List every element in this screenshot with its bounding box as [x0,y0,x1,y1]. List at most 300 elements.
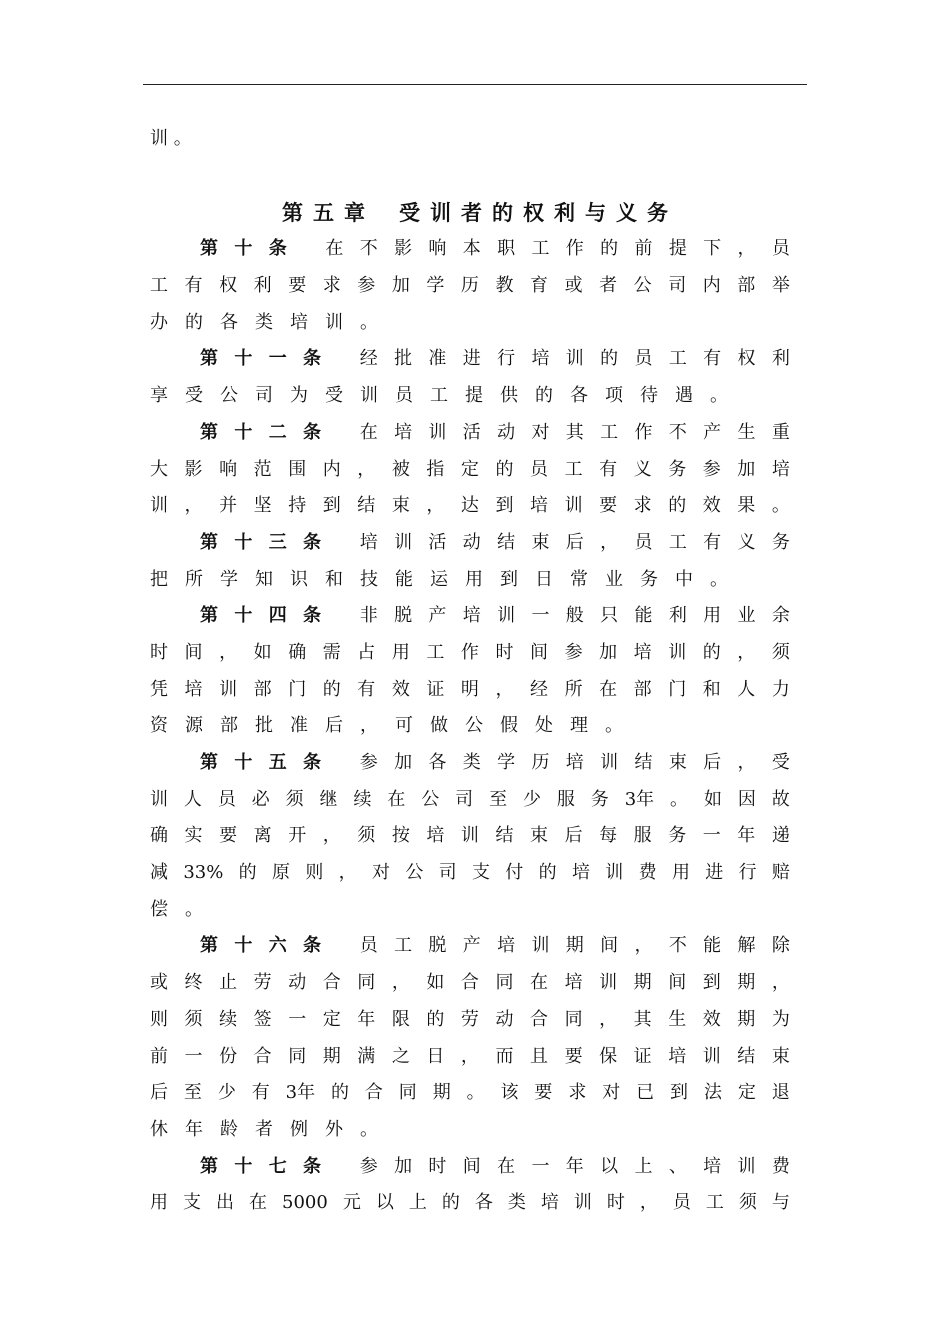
text-glyph: 培 [184,678,203,700]
text-glyph: 的 [702,641,721,663]
text-glyph: 有 [184,275,203,297]
text-glyph: 不 [668,421,687,443]
text-line [150,782,790,819]
text-glyph: 门 [288,678,307,700]
text-glyph: 该 [500,1082,519,1104]
text-glyph: 同 [564,1008,583,1030]
text-glyph: 影 [394,238,413,260]
text-glyph: 参 [702,458,721,480]
text-glyph: 人 [737,678,756,700]
text-glyph: 利 [668,605,687,627]
text-glyph: 在 [325,238,344,260]
text-glyph: 则 [305,862,324,884]
text-glyph: 生 [668,1008,687,1030]
text-glyph: 训 [360,385,378,407]
text-glyph: 续 [353,788,372,810]
text-glyph: 加 [394,1155,413,1177]
text-glyph: 门 [668,678,687,700]
text-glyph: 一 [531,1155,550,1177]
text-glyph: 元 [342,1192,361,1214]
text-glyph: 按 [391,825,410,847]
text-glyph: 和 [325,568,343,590]
text-glyph: 训 [460,825,479,847]
text-glyph: 则 [150,1008,168,1030]
text-glyph: 。 [710,568,728,590]
text-glyph: 的 [330,1082,349,1104]
text-glyph: 继 [319,788,338,810]
text-line [150,231,790,268]
text-glyph: 原 [272,862,290,884]
text-glyph: 业 [737,605,756,627]
top-fragment-text: 训 。 [150,128,192,149]
text-glyph: ， [426,495,445,517]
article-label-glyph: 条 [303,605,322,627]
text-glyph: 后 [325,715,343,737]
text-glyph: 职 [497,238,516,260]
text-glyph: ， [338,862,357,884]
text-line [150,818,790,855]
text-glyph: 准 [290,715,308,737]
text-line [150,1039,790,1076]
text-glyph: 理 [570,715,588,737]
text-glyph: 合 [460,972,479,994]
text-glyph: 内 [322,458,341,480]
text-glyph: 教 [495,275,514,297]
text-glyph: 满 [357,1045,376,1067]
article-label-glyph: 十 [234,935,253,957]
text-glyph: 束 [771,1045,790,1067]
article-label-glyph: 条 [303,348,322,370]
text-line [150,341,790,378]
text-glyph: 培 [540,1192,559,1214]
article-label-glyph: 十 [234,752,253,773]
text-glyph: 一 [184,1045,203,1067]
text-glyph: 被 [391,458,410,480]
text-glyph: 日 [426,1045,445,1067]
text-glyph: 要 [219,825,238,847]
text-glyph: 员 [634,348,653,370]
text-glyph: 劳 [253,972,272,994]
text-glyph: 求 [633,495,652,517]
article-label-glyph: 第 [200,1155,218,1177]
text-line [150,525,790,562]
text-glyph: 3年 [624,788,655,810]
text-glyph: 公 [421,788,440,810]
text-glyph: 例 [290,1118,308,1140]
text-glyph: 须 [738,1192,757,1214]
text-glyph: 结 [497,531,516,553]
text-glyph: 间 [184,641,203,663]
text-glyph: 坚 [253,495,272,517]
text-glyph: 训 [497,605,516,627]
text-glyph: 退 [771,1082,790,1104]
text-glyph: 求 [322,275,341,297]
text-glyph: 如 [703,788,722,810]
text-glyph: 训 [564,495,583,517]
text-glyph: 前 [634,238,653,260]
text-glyph: 作 [565,238,584,260]
text-glyph: 训 [668,641,687,663]
text-glyph: 的 [238,862,257,884]
text-glyph: 训 [394,531,413,553]
text-glyph: 。 [771,495,790,517]
text-glyph: 受 [771,752,790,773]
text-glyph: 能 [634,605,653,627]
text-glyph: 。 [185,898,203,920]
text-glyph: 历 [531,752,550,773]
text-glyph: 的 [426,1008,445,1030]
text-glyph: 束 [391,495,410,517]
text-glyph: 力 [771,678,790,700]
text-glyph: 龄 [220,1118,238,1140]
text-glyph: 的 [322,678,341,700]
text-glyph: 束 [668,752,687,773]
text-glyph: 一 [288,1008,307,1030]
text-glyph: 之 [391,1045,410,1067]
text-glyph: 劳 [460,1008,479,1030]
text-glyph: 后 [564,825,583,847]
text-line [150,708,790,745]
text-glyph: 工 [531,238,550,260]
text-glyph: 类 [255,311,273,333]
text-glyph: 培 [771,458,790,480]
text-glyph: 务 [668,825,687,847]
article-label-glyph: 条 [268,238,287,260]
article-label-glyph: 条 [303,1155,322,1177]
text-line [150,745,790,782]
text-glyph: 响 [428,238,447,260]
text-glyph: 。 [360,1118,378,1140]
text-glyph: 产 [703,421,722,443]
text-glyph: 或 [564,275,583,297]
text-glyph: 对 [602,1082,621,1104]
text-glyph: 占 [357,641,376,663]
text-glyph: 工 [394,935,413,957]
text-glyph: 训 [150,495,168,517]
text-glyph: 培 [703,1155,722,1177]
text-glyph: 务 [668,458,687,480]
text-glyph: 技 [360,568,378,590]
text-glyph: 参 [359,752,378,773]
text-glyph: 学 [220,568,238,590]
text-glyph: 证 [426,678,445,700]
text-glyph: 结 [737,1045,756,1067]
text-glyph: 以 [600,1155,619,1177]
text-glyph: 育 [530,275,549,297]
text-glyph: 5000 [282,1192,328,1214]
text-glyph: 员 [672,1192,691,1214]
text-line [150,598,790,635]
text-glyph: 到 [670,1082,689,1104]
text-glyph: 训 [325,311,343,333]
text-glyph: 对 [371,862,390,884]
text-glyph: 到 [500,568,518,590]
text-glyph: ， [357,458,376,480]
text-glyph: 达 [460,495,479,517]
text-glyph: 须 [357,825,376,847]
text-glyph: 供 [500,385,518,407]
text-glyph: 确 [288,641,307,663]
text-glyph: 加 [599,641,618,663]
text-glyph: 期 [322,1045,341,1067]
text-glyph: 实 [184,825,203,847]
text-glyph: 训 [599,972,618,994]
text-glyph: 员 [634,531,653,553]
text-glyph: 训 [565,348,584,370]
text-glyph: 偿 [150,898,168,920]
text-glyph: 保 [599,1045,618,1067]
text-glyph: 凭 [150,678,168,700]
text-glyph: 一 [702,825,721,847]
text-glyph: ， [639,1192,658,1214]
text-glyph: 的 [600,238,619,260]
text-glyph: 递 [771,825,790,847]
text-glyph: 加 [391,275,410,297]
text-glyph: 要 [288,275,307,297]
text-glyph: 效 [702,495,721,517]
text-glyph: 效 [702,1008,721,1030]
text-glyph: 常 [570,568,588,590]
text-glyph: 时 [495,641,514,663]
text-glyph: 束 [530,825,549,847]
text-glyph: 公 [220,385,238,407]
text-glyph: 间 [600,935,619,957]
text-glyph: 大 [150,458,168,480]
text-line [150,928,790,965]
text-line [150,1002,790,1039]
text-glyph: 产 [428,605,447,627]
text-glyph: 其 [633,1008,652,1030]
article-label-glyph: 四 [268,605,287,627]
text-glyph: 动 [497,421,516,443]
article-label-glyph: 十 [234,531,253,553]
text-glyph: 离 [253,825,272,847]
text-glyph: 训 [600,752,619,773]
text-glyph: 3年 [285,1082,316,1104]
text-glyph: 部 [220,715,238,737]
text-glyph: ， [322,825,341,847]
text-glyph: 训 [605,862,624,884]
text-glyph: 其 [565,421,584,443]
text-line [150,1149,790,1186]
text-glyph: 般 [565,605,584,627]
text-glyph: 付 [505,862,524,884]
text-glyph: 举 [771,275,790,297]
text-glyph: 用 [671,862,690,884]
text-glyph: 所 [185,568,203,590]
text-glyph: 上 [634,1155,653,1177]
text-glyph: 者 [599,275,618,297]
text-glyph: 时 [150,641,168,663]
text-glyph: 脱 [428,935,447,957]
text-glyph: 在 [497,1155,516,1177]
text-glyph: 限 [391,1008,410,1030]
article-label-glyph: 七 [268,1155,287,1177]
text-glyph: 各 [570,385,588,407]
text-glyph: 须 [771,641,790,663]
text-glyph: 同 [357,972,376,994]
article-label-glyph: 六 [268,935,287,957]
text-glyph: ， [737,641,756,663]
text-glyph: 类 [462,752,481,773]
text-glyph: 期 [737,972,756,994]
text-glyph: 果 [737,495,756,517]
text-glyph: ， [184,495,203,517]
text-glyph: 历 [460,275,479,297]
text-glyph: 到 [702,972,721,994]
text-glyph: 间 [668,972,687,994]
text-glyph: 假 [500,715,518,737]
text-glyph: 和 [702,678,721,700]
text-glyph: 后 [703,752,722,773]
article-label-glyph: 十 [234,605,253,627]
text-glyph: 工 [564,458,583,480]
text-glyph: 在 [359,421,378,443]
article-label-glyph: 第 [200,238,218,260]
text-glyph: 司 [455,788,474,810]
text-glyph: ， [460,1045,479,1067]
text-glyph: 年 [185,1118,203,1140]
text-glyph: 续 [219,1008,238,1030]
text-glyph: 员 [359,935,378,957]
text-glyph: 确 [150,825,168,847]
text-glyph: 止 [219,972,238,994]
text-line [150,1185,790,1222]
article-label-glyph: 十 [234,1155,253,1177]
text-glyph: 开 [288,825,307,847]
text-glyph: 且 [530,1045,549,1067]
text-line [150,488,790,525]
text-glyph: 受 [185,385,203,407]
text-glyph: 重 [771,421,790,443]
text-glyph: 范 [253,458,272,480]
text-glyph: 费 [638,862,657,884]
text-glyph: 要 [599,495,618,517]
text-glyph: 前 [150,1045,168,1067]
chapter-title [160,195,800,232]
text-glyph: 进 [705,862,724,884]
text-glyph: 不 [359,238,378,260]
text-glyph: 如 [253,641,272,663]
text-glyph: 享 [150,385,168,407]
text-glyph: 提 [668,238,687,260]
article-label-glyph: 三 [268,531,287,553]
chapter-heading: 受训者的权利与义务 [399,199,678,225]
text-glyph: 作 [460,641,479,663]
text-glyph: 人 [183,788,202,810]
article-label-glyph: 条 [303,752,322,773]
text-glyph: 有 [251,1082,270,1104]
text-glyph: 务 [771,531,790,553]
text-glyph: 束 [531,531,550,553]
text-glyph: 司 [668,275,687,297]
text-glyph: 源 [185,715,203,737]
text-glyph: 部 [633,678,652,700]
text-line [150,1112,790,1149]
text-glyph: 支 [471,862,490,884]
text-glyph: 做 [430,715,448,737]
text-glyph: 同 [398,1082,417,1104]
article-label-glyph: 十 [234,238,253,260]
text-glyph: 务 [640,568,658,590]
text-glyph: 法 [703,1082,722,1104]
text-glyph: 。 [360,311,378,333]
text-glyph: 少 [522,788,541,810]
text-glyph: 在 [599,678,618,700]
text-glyph: 、 [668,1155,687,1177]
text-glyph: 时 [428,1155,447,1177]
text-glyph: 少 [217,1082,236,1104]
text-glyph: 服 [556,788,575,810]
text-glyph: 在 [530,972,549,994]
text-glyph: 批 [394,348,413,370]
text-glyph: 合 [530,1008,549,1030]
text-glyph: 义 [633,458,652,480]
text-glyph: 围 [288,458,307,480]
text-glyph: 效 [391,678,410,700]
text-glyph: 期 [633,972,652,994]
text-glyph: 把 [150,568,168,590]
article-label-glyph: 十 [234,421,253,443]
text-glyph: 遇 [675,385,693,407]
text-glyph: 因 [737,788,756,810]
text-glyph: ， [634,935,653,957]
paragraph-lines [150,231,790,1222]
text-glyph: 培 [462,605,481,627]
text-glyph: 解 [737,935,756,957]
text-glyph: 培 [633,641,652,663]
text-glyph: 有 [357,678,376,700]
text-glyph: 学 [497,752,516,773]
text-glyph: 与 [771,1192,790,1214]
text-line [150,452,790,489]
text-glyph: 工 [668,531,687,553]
text-glyph: 员 [771,238,790,260]
text-glyph: 要 [534,1082,553,1104]
text-glyph: 在 [387,788,406,810]
text-glyph: 各 [428,752,447,773]
text-glyph: 而 [495,1045,514,1067]
text-glyph: 产 [462,935,481,957]
text-glyph: 员 [217,788,236,810]
text-line [150,268,790,305]
text-glyph: 部 [737,275,756,297]
text-glyph: 至 [489,788,508,810]
text-glyph: 培 [565,752,584,773]
text-glyph: 为 [771,1008,790,1030]
text-glyph: 办 [150,311,168,333]
text-glyph: 有 [703,348,722,370]
text-glyph: 工 [430,385,448,407]
text-glyph: 要 [564,1045,583,1067]
text-glyph: 。 [605,715,623,737]
text-glyph: 定 [737,1082,756,1104]
text-glyph: 用 [150,1192,168,1214]
text-glyph: 公 [405,862,424,884]
article-label-glyph: 第 [200,935,218,957]
text-glyph: 待 [640,385,658,407]
text-glyph: 一 [531,605,550,627]
text-glyph: 司 [438,862,457,884]
text-glyph: 行 [497,348,516,370]
text-glyph: 义 [737,531,756,553]
text-glyph: 后 [150,1082,168,1104]
text-glyph: 利 [771,348,790,370]
text-glyph: 中 [675,568,693,590]
text-glyph: 的 [538,862,557,884]
text-glyph: 类 [507,1192,526,1214]
text-glyph: 合 [322,972,341,994]
